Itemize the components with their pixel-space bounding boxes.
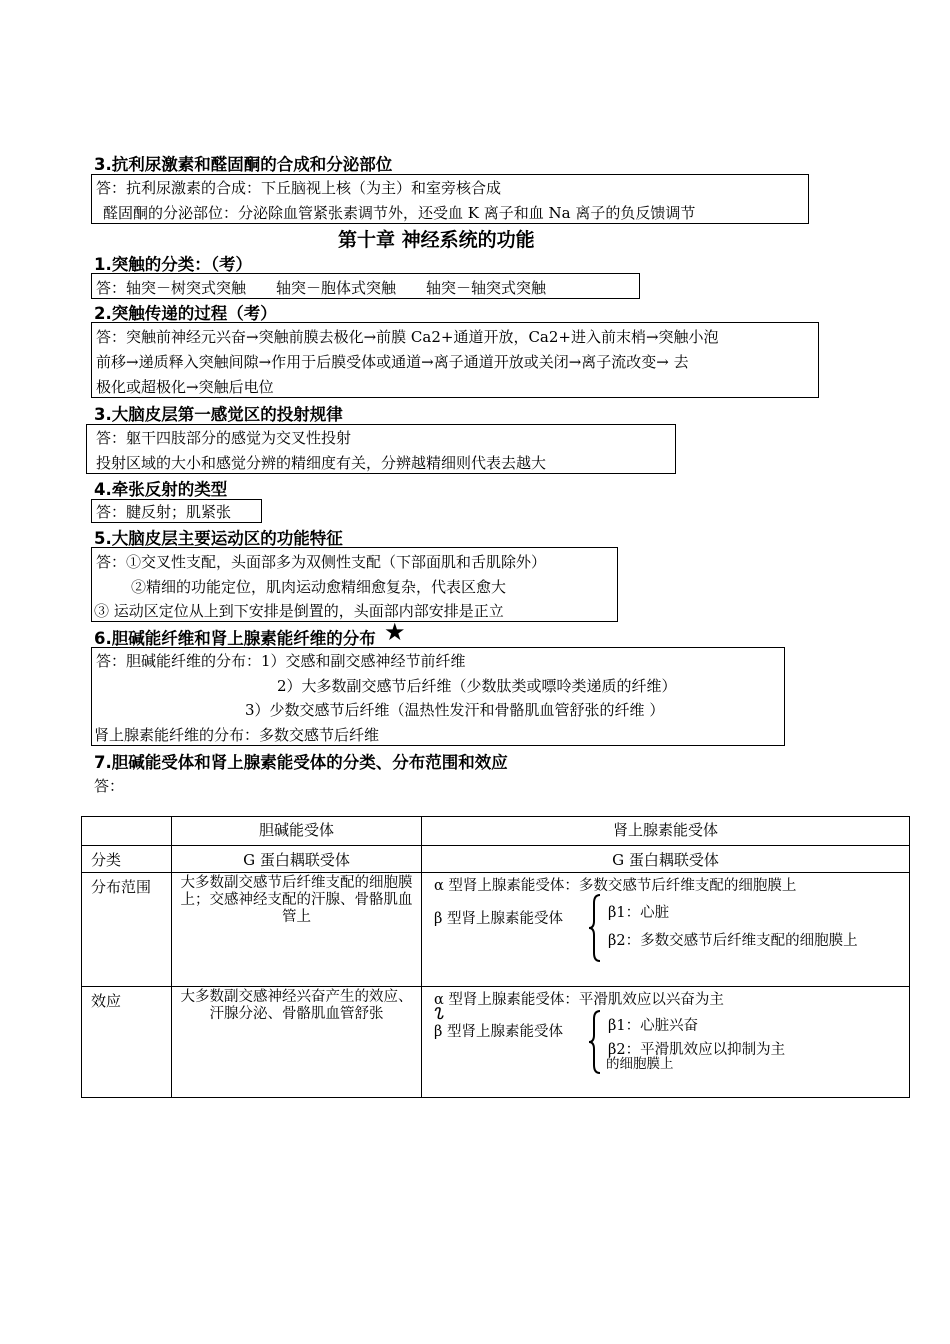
- question-heading: 4.牵张反射的类型: [94, 480, 228, 499]
- question-heading: 1.突触的分类：（考）: [94, 255, 252, 274]
- beta1-effect-text: β1：心脏兴奋: [608, 1018, 699, 1034]
- alpha-receptor-text: α 型肾上腺素能受体：多数交感节后纤维支配的细胞膜上: [434, 878, 797, 894]
- beta2-text: β2：多数交感节后纤维支配的细胞膜上: [608, 933, 858, 949]
- table-cell: G 蛋白耦联受体: [172, 846, 422, 873]
- chapter-title: 第十章 神经系统的功能: [338, 229, 535, 251]
- table-row: [82, 873, 910, 987]
- table-cell-adrenergic-effect: [422, 987, 910, 1098]
- beta2-effect-text: β2：平滑肌效应以抑制为主: [608, 1042, 786, 1058]
- answer-text: 2）大多数副交感节后纤维（少数肽类或嘌呤类递质的纤维）: [277, 677, 677, 695]
- brace-icon: [588, 1009, 604, 1075]
- table-row-label: 分类: [82, 846, 172, 873]
- table-row-label: 分布范围: [82, 873, 172, 987]
- table-header-adrenergic: 肾上腺素能受体: [422, 817, 910, 846]
- answer-text: 答：: [94, 777, 125, 795]
- table-cell: 大多数副交感神经兴奋产生的效应、汗腺分泌、骨骼肌血管舒张: [172, 987, 422, 1098]
- question-heading: 7.胆碱能受体和肾上腺素能受体的分类、分布范围和效应: [94, 753, 508, 772]
- answer-text: 答：抗利尿激素的合成：下丘脑视上核（为主）和室旁核合成: [96, 179, 502, 197]
- answer-text: ②精细的功能定位，肌肉运动愈精细愈复杂，代表区愈大: [131, 578, 507, 596]
- answer-text: 极化或超极化→突触后电位: [96, 378, 274, 396]
- table-cell: G 蛋白耦联受体: [422, 846, 910, 873]
- alpha-effect-text: α 型肾上腺素能受体：平滑肌效应以兴奋为主: [434, 992, 724, 1008]
- table-cell: 大多数副交感节后纤维支配的细胞膜上；交感神经支配的汗腺、骨骼肌血管上: [172, 873, 422, 987]
- answer-text: 3）少数交感节后纤维（温热性发汗和骨骼肌血管舒张的纤维 ）: [245, 701, 665, 719]
- beta-receptor-text: β 型肾上腺素能受体: [434, 911, 563, 927]
- table-cell-adrenergic-distribution: [422, 873, 910, 987]
- answer-text: 前移→递质释入突触间隙→作用于后膜受体或通道→离子通道开放或关闭→离子流改变→ 去: [96, 353, 689, 371]
- answer-text: 醛固酮的分泌部位：分泌除血管紧张素调节外，还受血 K 离子和血 Na 离子的负反馈调节: [103, 204, 696, 222]
- answer-text: 答：胆碱能纤维的分布：1）交感和副交感神经节前纤维: [96, 652, 466, 670]
- answer-text: ③ 运动区定位从上到下安排是倒置的，头面部内部安排是正立: [94, 602, 504, 620]
- answer-text: 答：腱反射；肌紧张: [96, 503, 232, 521]
- table-header-cholinergic: 胆碱能受体: [172, 817, 422, 846]
- answer-text: 投射区域的大小和感觉分辨的精细度有关，分辨越精细则代表去越大: [96, 454, 547, 472]
- beta2-effect-extra-text: 的细胞膜上: [606, 1056, 674, 1070]
- question-heading: 5.大脑皮层主要运动区的功能特征: [94, 529, 343, 548]
- answer-text: 答：躯干四肢部分的感觉为交叉性投射: [96, 429, 352, 447]
- table-row: [82, 987, 910, 1098]
- star-icon: ★: [384, 618, 406, 646]
- beta1-text: β1：心脏: [608, 905, 670, 921]
- beta-effect-text: β 型肾上腺素能受体: [434, 1024, 563, 1040]
- table-row: [82, 846, 910, 873]
- answer-text: 答：①交叉性支配，头面部多为双侧性支配（下部面肌和舌肌除外）: [96, 553, 547, 571]
- answer-text: 肾上腺素能纤维的分布：多数交感节后纤维: [94, 726, 380, 744]
- table-cell-empty: [82, 817, 172, 846]
- question-heading: 2.突触传递的过程（考）: [94, 304, 277, 323]
- section-heading-hormones: 3.抗利尿激素和醛固酮的合成和分泌部位: [94, 155, 393, 174]
- table-header-row: [82, 817, 910, 846]
- brace-icon: [588, 893, 604, 963]
- receptor-table: [81, 816, 910, 1098]
- answer-text: 答：突触前神经元兴奋→突触前膜去极化→前膜 Ca2+通道开放，Ca2+进入前末梢→突触小泡: [96, 328, 719, 346]
- question-heading: 3.大脑皮层第一感觉区的投射规律: [94, 405, 343, 424]
- squiggle-mark: ᔐ: [432, 1004, 444, 1023]
- answer-text: 答：轴突－树突式突触 轴突－胞体式突触 轴突－轴突式突触: [96, 279, 547, 297]
- question-heading: 6.胆碱能纤维和肾上腺素能纤维的分布: [94, 629, 376, 648]
- table-row-label: 效应: [82, 987, 172, 1098]
